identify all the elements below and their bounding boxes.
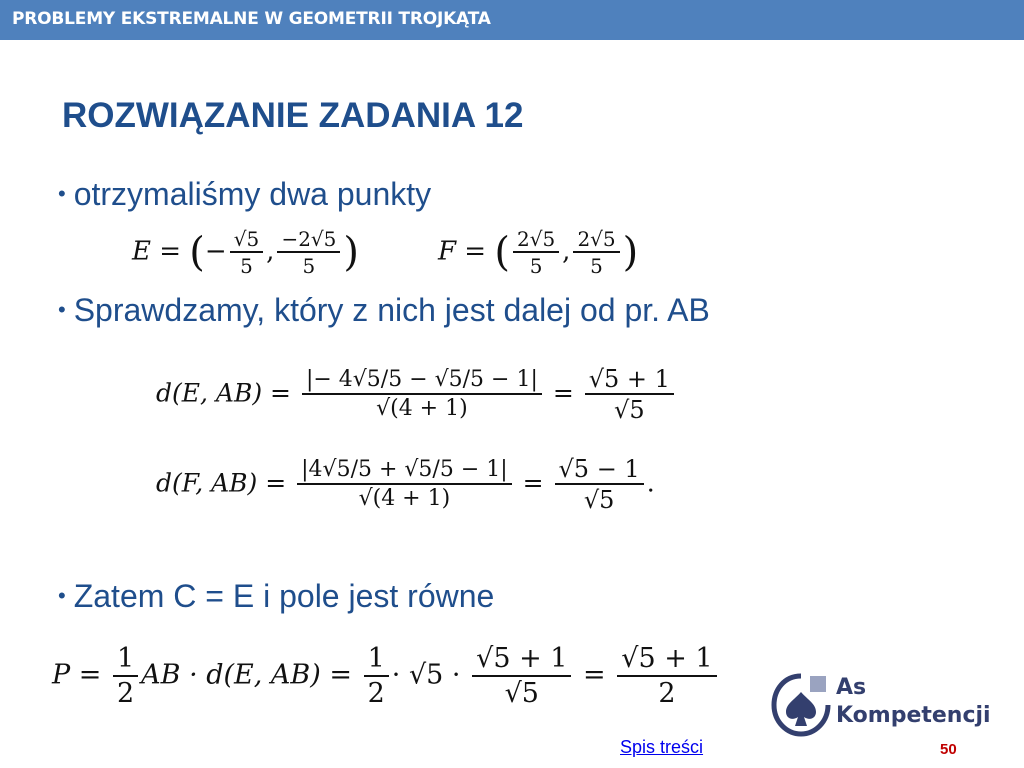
e-label: E =: [132, 236, 182, 267]
page-number: 50: [940, 741, 957, 758]
distance-e-formula: d(E, AB) = $\frac{|- 4√5/5 - √5/5 - 1|}{√(4 + 1)}$ = $\frac{√5 + 1}{√5}$: [156, 366, 677, 424]
p-middle-2: · √5 ·: [391, 659, 461, 691]
spade-logo-icon: [770, 672, 832, 738]
de-result-fraction: $\frac{√5 + 1}{√5}$: [585, 366, 674, 424]
p-half-fraction: $\frac{1}{2}$: [113, 644, 138, 708]
bullet-2-text: Sprawdzamy, który z nich jest dalej od pr. AB: [73, 292, 710, 328]
bullet-1-text: otrzymaliśmy dwa punkty: [73, 176, 432, 212]
e-y-fraction: $\frac{-2√5}{5}$: [277, 228, 340, 277]
table-of-contents-link[interactable]: Spis treści: [620, 737, 704, 757]
de-label: d(E, AB) =: [156, 378, 291, 408]
header-bar: [0, 0, 1024, 40]
f-x-fraction: $\frac{2√5}{5}$: [513, 228, 559, 277]
as-kompetencji-logo: [770, 672, 992, 742]
logo-line-2: Kompetencji: [836, 703, 991, 728]
slide-title: ROZWIĄZANIE ZADANIA 12: [62, 96, 524, 135]
p-label: P =: [52, 659, 102, 691]
df-result-fraction: $\frac{√5 - 1}{√5}$: [555, 456, 644, 514]
header-title: PROBLEMY EKSTREMALNE W GEOMETRII TROJKĄTA: [12, 9, 491, 29]
logo-text: [836, 674, 991, 730]
bullet-2: [58, 292, 710, 329]
f-y-fraction: $\frac{2√5}{5}$: [573, 228, 619, 277]
p-root-fraction: $\frac{√5 + 1}{√5}$: [472, 644, 571, 708]
bullet-3-text: Zatem C = E i pole jest równe: [73, 578, 495, 614]
distance-f-formula: d(F, AB) = $\frac{|4√5/5 + √5/5 - 1|}{√(4 + 1)}$ = $\frac{√5 - 1}{√5}$ .: [156, 455, 655, 515]
p-middle: AB · d(E, AB) =: [141, 659, 353, 691]
df-label: d(F, AB) =: [156, 468, 287, 498]
point-e-formula: E = (− $\frac{√5}{5}$ , $\frac{-2√5}{5}$ ): [132, 227, 359, 278]
df-fraction: $\frac{|4√5/5 + √5/5 - 1|}{√(4 + 1)}$: [297, 458, 512, 511]
bullet-dot: •: [58, 297, 66, 322]
e-x-fraction: $\frac{√5}{5}$: [230, 228, 263, 277]
logo-line-1: As: [836, 675, 867, 700]
bullet-dot: •: [58, 583, 66, 608]
p-final-fraction: $\frac{√5 + 1}{2}$: [617, 644, 716, 708]
point-f-formula: F = ( $\frac{2√5}{5}$ , $\frac{2√5}{5}$ ): [438, 227, 639, 278]
f-label: F =: [438, 236, 487, 267]
bullet-3: [58, 578, 494, 615]
bullet-dot: •: [58, 181, 66, 206]
p-half-fraction-2: $\frac{1}{2}$: [364, 644, 389, 708]
bullet-1: [58, 176, 431, 213]
area-formula: P = $\frac{1}{2}$ AB · d(E, AB) = $\frac{1}{2}$ · √5 · $\frac{√5 + 1}{√5}$ = $\frac{√5 + 1}{2}$: [52, 644, 720, 708]
de-fraction: $\frac{|- 4√5/5 - √5/5 - 1|}{√(4 + 1)}$: [302, 368, 542, 421]
